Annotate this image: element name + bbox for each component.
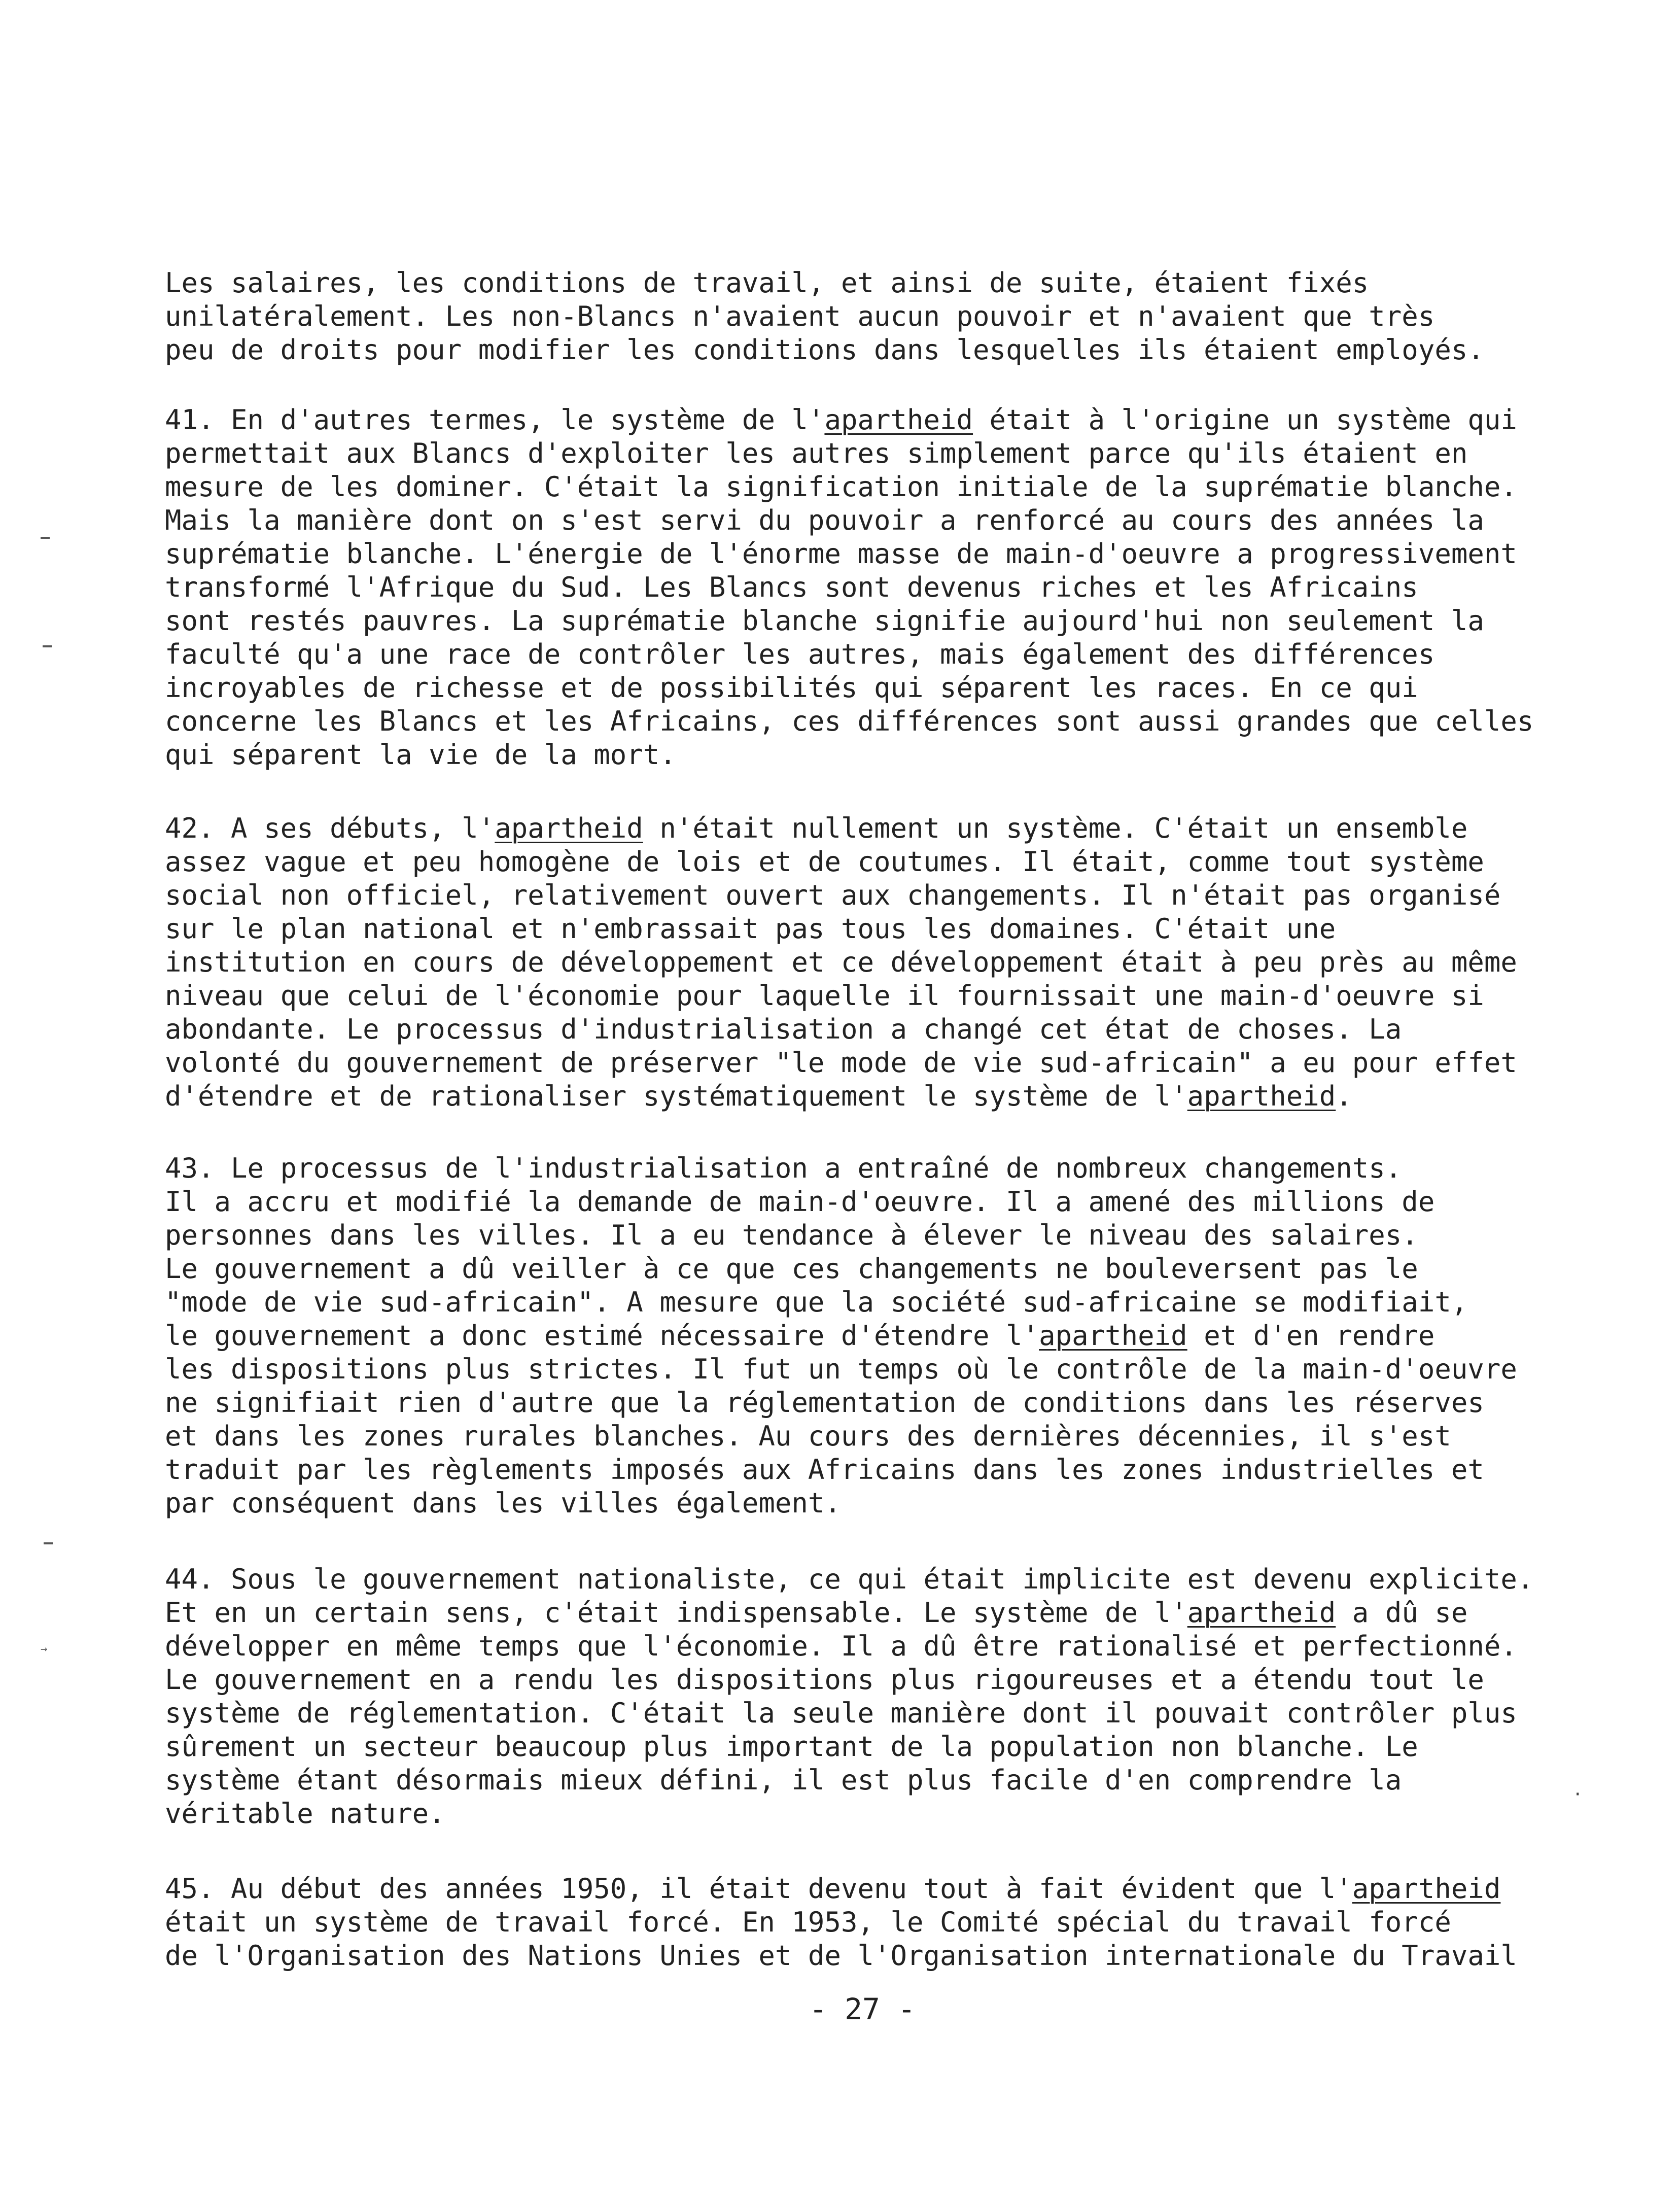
underlined-term: apartheid: [1039, 1320, 1187, 1352]
text-segment: et d'en rendre: [1187, 1320, 1435, 1352]
text-segment: d'étendre et de rationaliser systématiquement le système de l': [165, 1080, 1187, 1112]
paragraph-44: [165, 1563, 1585, 1831]
text-segment: était à l'origine un système qui: [973, 404, 1517, 436]
text-segment: suprématie blanche. L'énergie de l'énorme masse de main-d'oeuvre a progressivement: [165, 538, 1517, 570]
paragraph-45: [165, 1872, 1585, 1973]
text-segment: 42. A ses débuts, l': [165, 812, 495, 844]
text-line: [165, 1939, 1585, 1973]
text-segment: abondante. Le processus d'industrialisation a changé cet état de choses. La: [165, 1013, 1402, 1045]
text-segment: qui séparent la vie de la mort.: [165, 739, 676, 771]
text-line: [165, 1797, 1585, 1831]
text-segment: 44. Sous le gouvernement nationaliste, ce qui était implicite est devenu explicite.: [165, 1563, 1534, 1595]
text-segment: unilatéralement. Les non-Blancs n'avaient aucun pouvoir et n'avaient que très: [165, 300, 1435, 332]
text-line: [165, 537, 1585, 571]
text-line: [165, 333, 1585, 367]
text-line: [165, 266, 1585, 300]
text-segment: le gouvernement a donc estimé nécessaire d'étendre l': [165, 1320, 1039, 1352]
text-segment: et dans les zones rurales blanches. Au cours des dernières décennies, il s'est: [165, 1420, 1451, 1452]
text-segment: Les salaires, les conditions de travail, et ainsi de suite, étaient fixés: [165, 267, 1369, 299]
text-line: [165, 1697, 1585, 1730]
text-segment: sont restés pauvres. La suprématie blanche signifie aujourd'hui non seulement la: [165, 605, 1484, 637]
text-line: [165, 1046, 1585, 1080]
text-line: [165, 1563, 1585, 1596]
text-line: [165, 1420, 1585, 1453]
paragraph-42: [165, 812, 1585, 1113]
text-segment: ne signifiait rien d'autre que la réglementation de conditions dans les réserves: [165, 1387, 1484, 1419]
text-segment: "mode de vie sud-africain". A mesure que la société sud-africaine se modifiait,: [165, 1286, 1468, 1318]
text-segment: personnes dans les villes. Il a eu tendance à élever le niveau des salaires.: [165, 1219, 1418, 1251]
text-segment: social non officiel, relativement ouvert aux changements. Il n'était pas organisé: [165, 879, 1501, 911]
text-line: [165, 1252, 1585, 1286]
text-segment: par conséquent dans les villes également.: [165, 1487, 841, 1519]
text-line: [165, 1764, 1585, 1797]
text-segment: .: [1336, 1080, 1352, 1112]
text-line: [165, 504, 1585, 537]
text-line: [165, 1013, 1585, 1046]
underlined-term: apartheid: [1187, 1080, 1336, 1112]
text-line: [165, 1487, 1585, 1520]
margin-arrow-icon: →: [41, 1643, 48, 1655]
text-line: [165, 1730, 1585, 1764]
text-segment: les dispositions plus strictes. Il fut un temps où le contrôle de la main-d'oeuvre: [165, 1353, 1517, 1385]
text-line: [165, 1872, 1585, 1906]
text-line: [165, 1596, 1585, 1630]
text-segment: 45. Au début des années 1950, il était devenu tout à fait évident que l': [165, 1873, 1352, 1905]
text-line: [165, 1219, 1585, 1252]
text-segment: niveau que celui de l'économie pour laquelle il fournissait une main-d'oeuvre si: [165, 980, 1484, 1012]
text-line: [165, 437, 1585, 470]
text-segment: développer en même temps que l'économie. Il a dû être rationalisé et perfectionné.: [165, 1630, 1517, 1662]
text-segment: concerne les Blancs et les Africains, ces différences sont aussi grandes que celles: [165, 705, 1534, 737]
text-segment: 43. Le processus de l'industrialisation a entraîné de nombreux changements.: [165, 1152, 1402, 1184]
text-segment: sur le plan national et n'embrassait pas tous les domaines. C'était une: [165, 913, 1336, 945]
text-line: [165, 705, 1585, 738]
text-segment: faculté qu'a une race de contrôler les autres, mais également des différences: [165, 638, 1435, 670]
text-line: [165, 1386, 1585, 1420]
text-segment: système étant désormais mieux défini, il est plus facile d'en comprendre la: [165, 1764, 1402, 1796]
text-segment: peu de droits pour modifier les conditions dans lesquelles ils étaient employés.: [165, 334, 1484, 366]
margin-mark: [43, 645, 52, 647]
text-line: [165, 470, 1585, 504]
text-segment: système de réglementation. C'était la seule manière dont il pouvait contrôler plus: [165, 1697, 1517, 1729]
text-segment: était un système de travail forcé. En 1953, le Comité spécial du travail forcé: [165, 1906, 1451, 1938]
text-line: [165, 1630, 1585, 1663]
text-segment: Il a accru et modifié la demande de main-d'oeuvre. Il a amené des millions de: [165, 1186, 1435, 1218]
text-segment: institution en cours de développement et ce développement était à peu près au même: [165, 946, 1517, 978]
text-line: [165, 946, 1585, 979]
text-segment: n'était nullement un système. C'était un ensemble: [643, 812, 1468, 844]
text-segment: a dû se: [1336, 1597, 1468, 1629]
text-segment: Et en un certain sens, c'était indispensable. Le système de l': [165, 1597, 1187, 1629]
underlined-term: apartheid: [1352, 1873, 1501, 1905]
text-line: [165, 1185, 1585, 1219]
text-line: [165, 1453, 1585, 1487]
text-segment: Le gouvernement a dû veiller à ce que ces changements ne bouleversent pas le: [165, 1253, 1418, 1285]
stray-mark-icon: ·: [1572, 1784, 1583, 1805]
text-segment: Le gouvernement en a rendu les dispositions plus rigoureuses et a étendu tout le: [165, 1664, 1484, 1696]
text-line: [165, 1152, 1585, 1185]
underlined-term: apartheid: [824, 404, 973, 436]
text-line: [165, 571, 1585, 604]
text-segment: assez vague et peu homogène de lois et de coutumes. Il était, comme tout système: [165, 846, 1484, 878]
text-segment: traduit par les règlements imposés aux Africains dans les zones industrielles et: [165, 1454, 1484, 1486]
text-segment: de l'Organisation des Nations Unies et de l'Organisation internationale du Travail: [165, 1940, 1517, 1972]
text-segment: 41. En d'autres termes, le système de l': [165, 404, 825, 436]
text-segment: Mais la manière dont on s'est servi du pouvoir a renforcé au cours des années la: [165, 504, 1484, 536]
text-line: [165, 912, 1585, 946]
text-segment: sûrement un secteur beaucoup plus important de la population non blanche. Le: [165, 1731, 1418, 1763]
margin-mark: [41, 537, 50, 539]
text-segment: véritable nature.: [165, 1798, 445, 1830]
text-segment: transformé l'Afrique du Sud. Les Blancs sont devenus riches et les Africains: [165, 571, 1418, 603]
text-line: [165, 1286, 1585, 1319]
text-segment: incroyables de richesse et de possibilités qui séparent les races. En ce qui: [165, 672, 1418, 704]
text-line: [165, 845, 1585, 879]
text-line: [165, 1663, 1585, 1697]
text-line: [165, 1080, 1585, 1113]
margin-mark: [44, 1542, 53, 1544]
text-line: [165, 671, 1585, 705]
text-segment: permettait aux Blancs d'exploiter les autres simplement parce qu'ils étaient en: [165, 437, 1468, 469]
paragraph-41: [165, 403, 1585, 772]
text-line: [165, 979, 1585, 1013]
paragraph-40-continuation: [165, 266, 1585, 367]
text-line: [165, 812, 1585, 845]
text-segment: mesure de les dominer. C'était la signification initiale de la suprématie blanche.: [165, 471, 1517, 503]
text-line: [165, 604, 1585, 638]
text-segment: volonté du gouvernement de préserver "le mode de vie sud-africain" a eu pour effet: [165, 1047, 1517, 1079]
underlined-term: apartheid: [495, 812, 643, 844]
page-number: - 27 -: [809, 1992, 916, 2026]
text-line: [165, 638, 1585, 671]
text-line: [165, 738, 1585, 772]
text-line: [165, 300, 1585, 333]
text-line: [165, 1319, 1585, 1353]
text-line: [165, 1906, 1585, 1939]
underlined-term: apartheid: [1187, 1597, 1336, 1629]
paragraph-43: [165, 1152, 1585, 1520]
text-line: [165, 1353, 1585, 1386]
text-line: [165, 403, 1585, 437]
text-line: [165, 879, 1585, 912]
